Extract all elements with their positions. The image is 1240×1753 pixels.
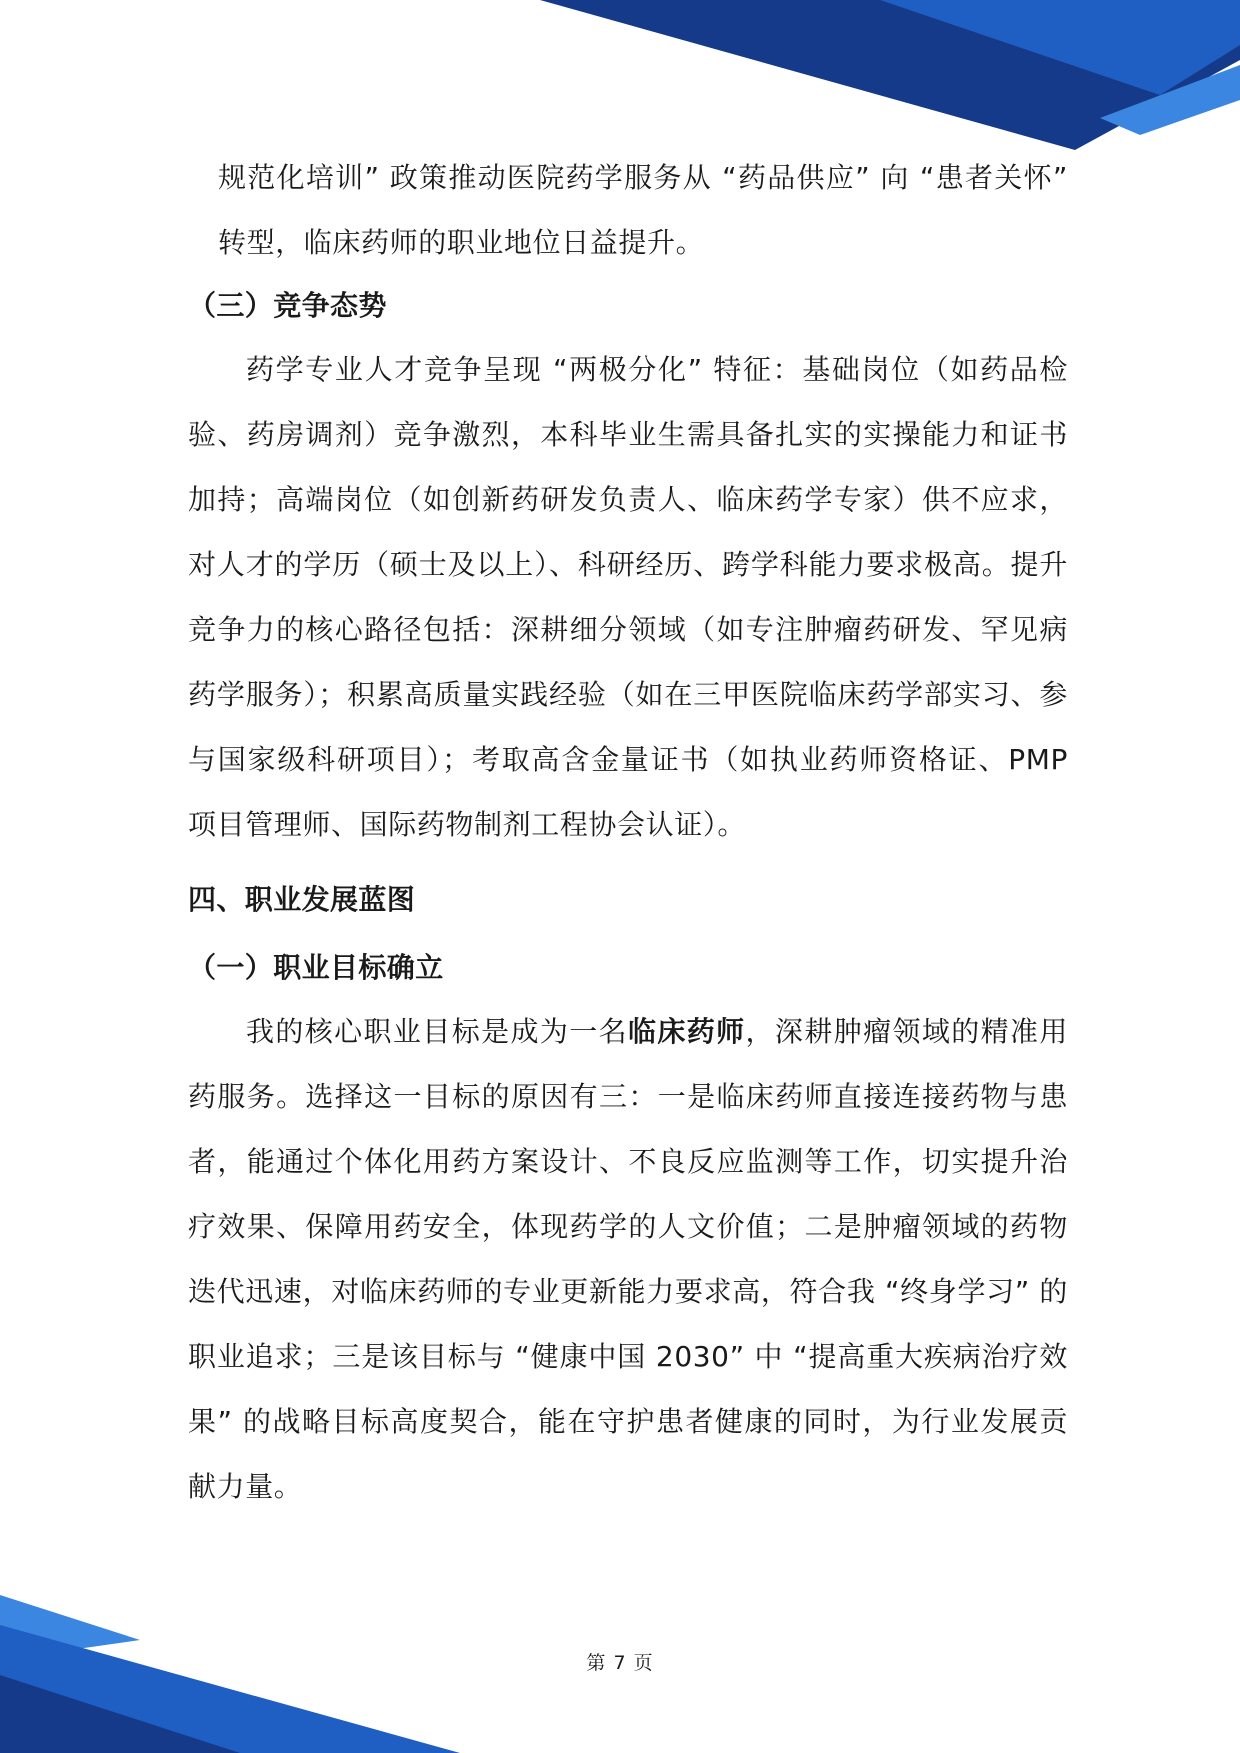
page-content — [188, 145, 1068, 1519]
competition-paragraph: 药学专业人才竞争呈现 “两极分化” 特征：基础岗位（如药品检验、药房调剂）竞争激烈，本科毕业生需具备扎实的实操能力和证书加持；高端岗位（如创新药研发负责人、临床药学专家）供不应求，对人才的学历（硕士及以上）、科研经历、跨学科能力要求极高。提升竞争力的核心路径包括：深耕细分领域（如专注肿瘤药研发、罕见病药学服务）；积累高质量实践经验（如在三甲医院临床药学部实习、参与国家级科研项目）；考取高含金量证书（如执业药师资格证、PMP 项目管理师、国际药物制剂工程协会认证）。 — [188, 353, 1068, 841]
career-goal-text-after: ，深耕肿瘤领域的精准用药服务。选择这一目标的原因有三：一是临床药师直接连接药物与患者，能通过个体化用药方案设计、不良反应监测等工作，切实提升治疗效果、保障用药安全，体现药学的人文价值；二是肿瘤领域的药物迭代迅速，对临床药师的专业更新能力要求高，符合我 “终身学习” 的职业追求；三是该目标与 “健康中国 2030” 中 “提高重大疾病治疗效果” 的战略目标高度契合，能在守护患者健康的同时，为行业发展贡献力量。 — [188, 1015, 1068, 1503]
bottom-left-band-mid — [0, 1625, 460, 1753]
page-number: 第 7 页 — [586, 1652, 654, 1674]
top-right-band-mid — [880, 0, 1240, 95]
continued-paragraph: 规范化培训” 政策推动医院药学服务从 “药品供应” 向 “患者关怀” 转型，临床药师的职业地位日益提升。 — [218, 161, 1068, 259]
section-heading-competition: （三）竞争态势 — [188, 289, 387, 322]
career-goal-paragraph — [188, 999, 1068, 1519]
career-goal-text-before: 我的核心职业目标是成为一名 — [246, 1015, 628, 1048]
chapter-heading-career-blueprint: 四、职业发展蓝图 — [188, 883, 416, 916]
bottom-left-band-dark — [0, 1675, 240, 1753]
career-goal-emphasis: 临床药师 — [628, 1015, 746, 1048]
top-right-band-dark — [540, 0, 1240, 150]
section-heading-career-goal: （一）职业目标确立 — [188, 951, 444, 984]
top-right-band-light — [1100, 65, 1240, 135]
